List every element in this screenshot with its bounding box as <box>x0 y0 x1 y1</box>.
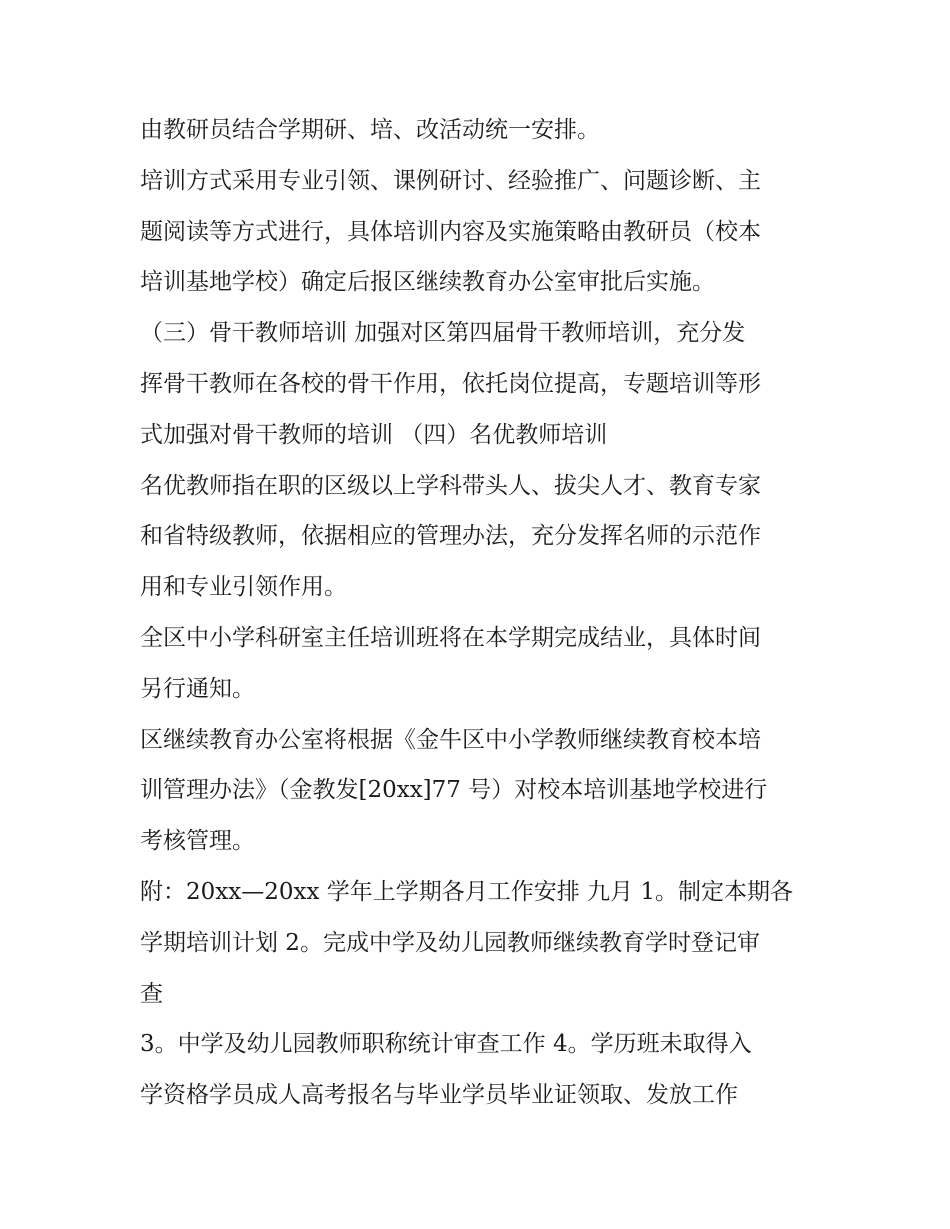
text-line: 培训方式采用专业引领、课例研讨、经验推广、问题诊断、主 <box>140 167 761 194</box>
text-line: （三）骨干教师培训 加强对区第四届骨干教师培训，充分发 <box>140 320 746 347</box>
text-line: 查 <box>140 980 163 1007</box>
text-line: 附：20xx—20xx 学年上学期各月工作安排 九月 1。制定本期各 <box>140 878 793 905</box>
text-line: 题阅读等方式进行，具体培训内容及实施策略由教研员（校本 <box>140 218 761 245</box>
text-line: 全区中小学科研室主任培训班将在本学期完成结业，具体时间 <box>140 624 761 651</box>
text-line: 学资格学员成人高考报名与毕业学员毕业证领取、发放工作 <box>140 1082 738 1109</box>
text-line: 另行通知。 <box>140 675 255 702</box>
text-line: 式加强对骨干教师的培训 （四）名优教师培训 <box>140 421 608 448</box>
document-body <box>140 105 820 1121</box>
text-line: 和省特级教师，依据相应的管理办法，充分发挥名师的示范作 <box>140 523 761 550</box>
text-line: 区继续教育办公室将根据《金牛区中小学教师继续教育校本培 <box>140 726 761 753</box>
text-line: 由教研员结合学期研、培、改活动统一安排。 <box>140 117 600 143</box>
text-line: 3。中学及幼儿园教师职称统计审查工作 4。学历班未取得入 <box>140 1031 752 1058</box>
text-line: 训管理办法》（金教发[20xx]77 号）对校本培训基地学校进行 <box>140 777 768 804</box>
text-line: 培训基地学校）确定后报区继续教育办公室审批后实施。 <box>140 269 715 296</box>
text-line: 用和专业引领作用。 <box>140 574 347 601</box>
text-line: 学期培训计划 2。完成中学及幼儿园教师继续教育学时登记审 <box>140 929 760 956</box>
text-line: 挥骨干教师在各校的骨干作用，依托岗位提高，专题培训等形 <box>140 370 761 397</box>
text-line: 名优教师指在职的区级以上学科带头人、拔尖人才、教育专家 <box>140 472 761 499</box>
text-line: 考核管理。 <box>140 828 255 855</box>
